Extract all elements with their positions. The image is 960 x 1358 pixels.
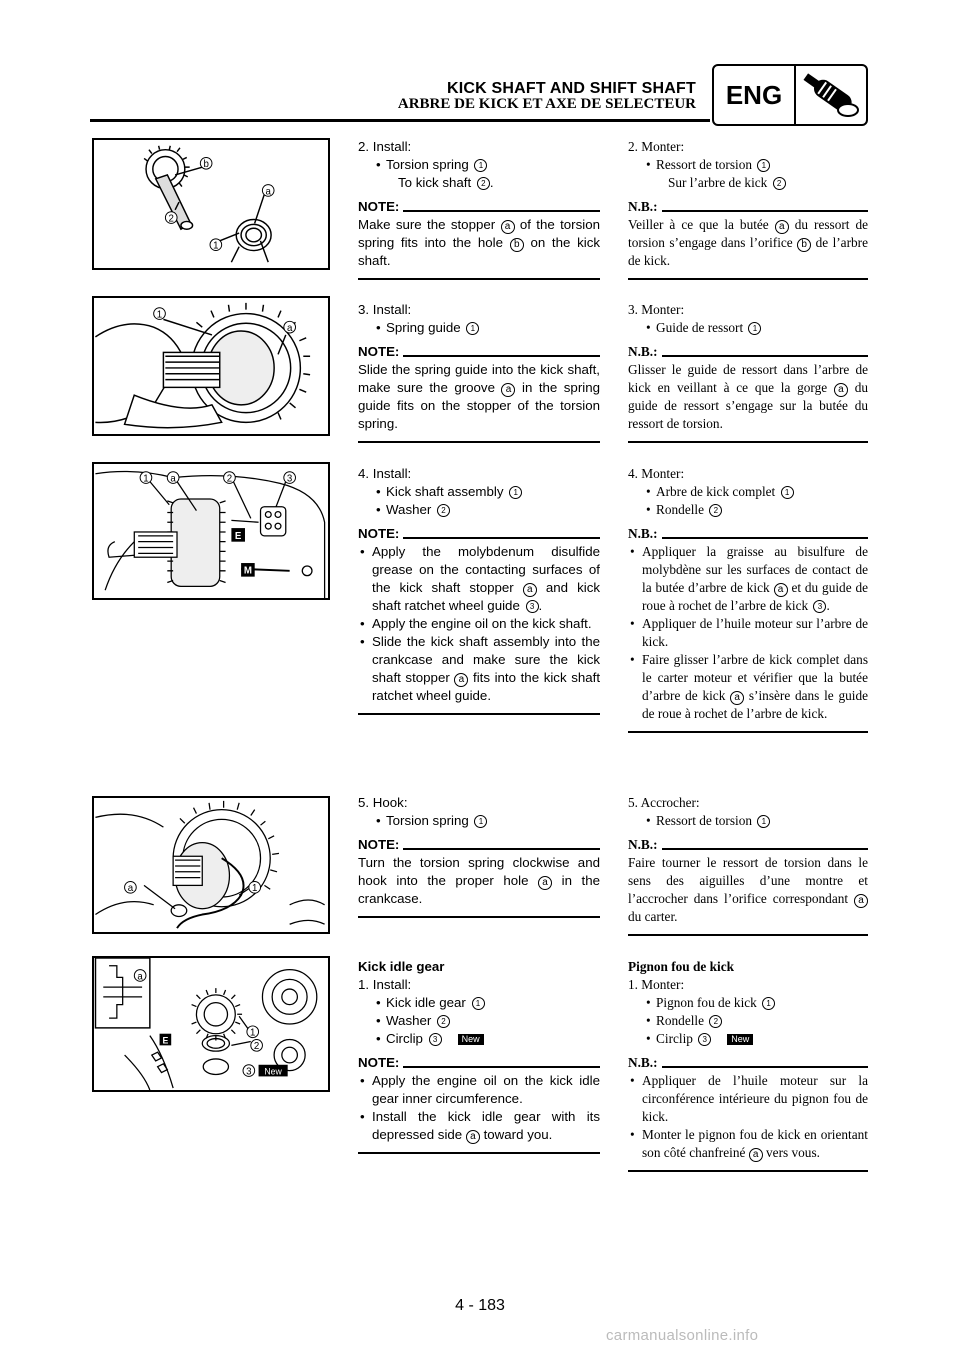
- figure-spring-guide: [92, 296, 330, 436]
- fig3-grease-m-icon: M: [243, 565, 252, 577]
- step-label: 4. Monter:: [628, 466, 685, 481]
- part-item-cont: Sur l’arbre de kick 2: [628, 174, 868, 192]
- part-item: • Rondelle 2: [628, 501, 868, 519]
- note-bullet: • Apply the engine oil on the kick idle gear inner circumference.: [358, 1072, 600, 1108]
- note-text: Make sure the stopper a of the torsion spring fits into the hole b on the kick shaft.: [358, 217, 600, 268]
- kick-idle-gear-illustration: [94, 958, 328, 1090]
- note-header: NOTE:: [358, 198, 600, 216]
- fig5-label-1: 1: [250, 1027, 256, 1039]
- note-end-rule: [358, 441, 600, 443]
- section-kick-idle-gear-en: [358, 958, 600, 1154]
- note-text: Turn the torsion spring clockwise and hook into the proper hole a in the crankcase.: [358, 855, 600, 906]
- fig1-label-a: a: [265, 186, 271, 198]
- part-item-cont: To kick shaft 2 .: [398, 175, 494, 190]
- section-3-en: [358, 301, 600, 443]
- note-end-rule: [358, 278, 600, 280]
- header-rule: [90, 119, 710, 122]
- note-bullet: • Apply the molybdenum disulfide grease on the contacting surfaces of the kick shaft stopper a and kick shaft ratchet wheel guide 3 .: [358, 543, 600, 615]
- part-item: • Ressort de torsion 1: [628, 812, 868, 830]
- note-text: Slide the spring guide into the kick shaft, make sure the groove a in the spring guide fits on the stopper of the torsion spring.: [358, 362, 601, 431]
- fig4-label-1: 1: [251, 883, 258, 895]
- figure-kick-shaft-assembly: [92, 462, 330, 600]
- watermark[interactable]: carmanualsonline.info: [606, 1327, 759, 1344]
- section-5-fr: [628, 794, 868, 936]
- step-label: 2. Install:: [358, 139, 412, 154]
- part-item: • Rondelle 2: [628, 1012, 868, 1030]
- figure-torsion-spring: [92, 138, 330, 270]
- step-label: 3. Monter:: [628, 302, 685, 317]
- note-bullet: • Appliquer la graisse au bisulfure de molybdène sur les surfaces de contact de la butée d’arbre de kick a et du guide de roue à rochet de l’arbre de kick 3 .: [628, 543, 868, 615]
- note-header: NOTE:: [358, 343, 600, 361]
- note-end-rule: [628, 934, 868, 936]
- note-header: N.B.:: [628, 836, 868, 854]
- part-item: • Circlip 3 New: [358, 1030, 600, 1048]
- note-header: N.B.:: [628, 525, 868, 543]
- note-bullet: • Appliquer de l’huile moteur sur la circonférence intérieure du pignon fou de kick.: [628, 1072, 868, 1126]
- fig5-new-tag: New: [264, 1066, 282, 1077]
- part-item: • Washer 2: [358, 1012, 600, 1030]
- part-item: • Arbre de kick complet 1: [628, 483, 868, 501]
- fig5-label-3: 3: [246, 1066, 252, 1078]
- section-title: Pignon fou de kick: [628, 959, 735, 974]
- section-4-fr: [628, 465, 868, 733]
- header-title-fr: ARBRE DE KICK ET AXE DE SELECTEUR: [397, 96, 696, 112]
- step-label: 5. Hook:: [358, 795, 408, 810]
- step-label: 4. Install:: [358, 466, 412, 481]
- note-header: N.B.:: [628, 198, 868, 216]
- note-end-rule: [358, 1152, 600, 1154]
- kick-shaft-assembly-illustration: [94, 464, 328, 598]
- note-bullet: • Slide the kick shaft assembly into the crankcase and make sure the kick shaft stopper a fits into the kick shaft ratchet wheel guide.: [358, 633, 600, 705]
- fig1-label-2: 2: [168, 213, 174, 225]
- hook-torsion-spring-illustration: [94, 798, 328, 932]
- note-text: Veiller à ce que la butée a du ressort de torsion s’engage dans l’orifice b de l’arbre de kick.: [628, 217, 869, 268]
- section-3-fr: [628, 301, 868, 443]
- fig5-label-a: a: [137, 971, 143, 983]
- note-header: NOTE:: [358, 1054, 600, 1072]
- note-header: N.B.:: [628, 343, 868, 361]
- fig5-grease-e-icon: E: [162, 1035, 169, 1046]
- note-text: Faire tourner le ressort de torsion dans le sens des aiguilles d’une montre et l’accrocher dans l’orifice correspondant a du carter.: [628, 855, 868, 924]
- part-item: • Guide de ressort 1: [628, 319, 868, 337]
- fig2-label-1: 1: [156, 309, 163, 321]
- note-bullet: • Install the kick idle gear with its depressed side a toward you.: [358, 1108, 600, 1144]
- badge-label: ENG: [725, 80, 783, 110]
- page-number: 4 - 183: [455, 1297, 505, 1314]
- note-end-rule: [628, 441, 868, 443]
- part-item: • Kick idle gear 1: [358, 994, 600, 1012]
- fig2-label-a: a: [286, 323, 293, 335]
- header-title-en: KICK SHAFT AND SHIFT SHAFT: [446, 80, 696, 97]
- fig4-label-a: a: [127, 883, 134, 895]
- new-part-tag: New: [727, 1034, 753, 1045]
- section-kick-idle-gear-fr: [628, 958, 868, 1172]
- part-item: • Washer 2: [358, 501, 600, 519]
- section-2-fr: [628, 138, 868, 280]
- section-4-en: [358, 465, 600, 715]
- part-item: • Ressort de torsion 1: [628, 156, 868, 174]
- section-title: Kick idle gear: [358, 959, 445, 974]
- note-bullet: • Apply the engine oil on the kick shaft.: [358, 615, 600, 633]
- figure-kick-idle-gear: [92, 956, 330, 1092]
- step-label: 1. Monter:: [628, 977, 685, 992]
- note-end-rule: [358, 713, 600, 715]
- note-bullet: • Appliquer de l’huile moteur sur l’arbre de kick.: [628, 615, 868, 651]
- spring-guide-illustration: [94, 298, 328, 434]
- note-header: NOTE:: [358, 836, 600, 854]
- part-item: • Kick shaft assembly 1: [358, 483, 600, 501]
- fig5-label-2: 2: [253, 1041, 260, 1053]
- fig1-label-b: b: [203, 159, 209, 171]
- fig1-label-1: 1: [213, 240, 219, 252]
- note-end-rule: [628, 731, 868, 733]
- note-end-rule: [358, 916, 600, 918]
- part-item: • Spring guide 1: [358, 319, 600, 337]
- part-item: • Circlip 3 New: [628, 1030, 868, 1048]
- eng-badge: [712, 64, 868, 126]
- note-bullet: • Monter le pignon fou de kick en orientant son côté chanfreiné a vers vous.: [628, 1126, 868, 1162]
- section-2-en: [358, 138, 600, 280]
- fig3-label-1: 1: [143, 473, 149, 485]
- fig3-grease-e-icon: E: [234, 530, 242, 542]
- torsion-spring-illustration: [94, 140, 328, 268]
- fig3-label-2: 2: [226, 473, 233, 485]
- note-end-rule: [628, 1170, 868, 1172]
- step-label: 3. Install:: [358, 302, 412, 317]
- step-label: 1. Install:: [358, 977, 412, 992]
- note-text: Glisser le guide de ressort dans l’arbre de kick en veillant à ce que la gorge a du guide de ressort s’engage sur la butée du ressort de torsion.: [628, 362, 868, 431]
- part-item: • Pignon fou de kick 1: [628, 994, 868, 1012]
- note-end-rule: [628, 278, 868, 280]
- fig3-label-a: a: [170, 473, 176, 485]
- note-header: N.B.:: [628, 1054, 868, 1072]
- step-label: 5. Accrocher:: [628, 795, 700, 810]
- part-item: • Torsion spring 1: [358, 156, 600, 174]
- fig3-label-3: 3: [286, 473, 293, 485]
- engine-wrench-icon: [798, 66, 866, 124]
- new-part-tag: New: [458, 1034, 484, 1045]
- step-label: 2. Monter:: [628, 139, 685, 154]
- figure-hook-torsion-spring: [92, 796, 330, 934]
- note-header: NOTE:: [358, 525, 600, 543]
- part-item: • Torsion spring 1: [358, 812, 600, 830]
- section-5-en: [358, 794, 600, 918]
- note-bullet: • Faire glisser l’arbre de kick complet dans le carter moteur et vérifier que la butée d’arbre de kick a s’insère dans le guide de roue à rochet de l’arbre de kick.: [628, 651, 868, 723]
